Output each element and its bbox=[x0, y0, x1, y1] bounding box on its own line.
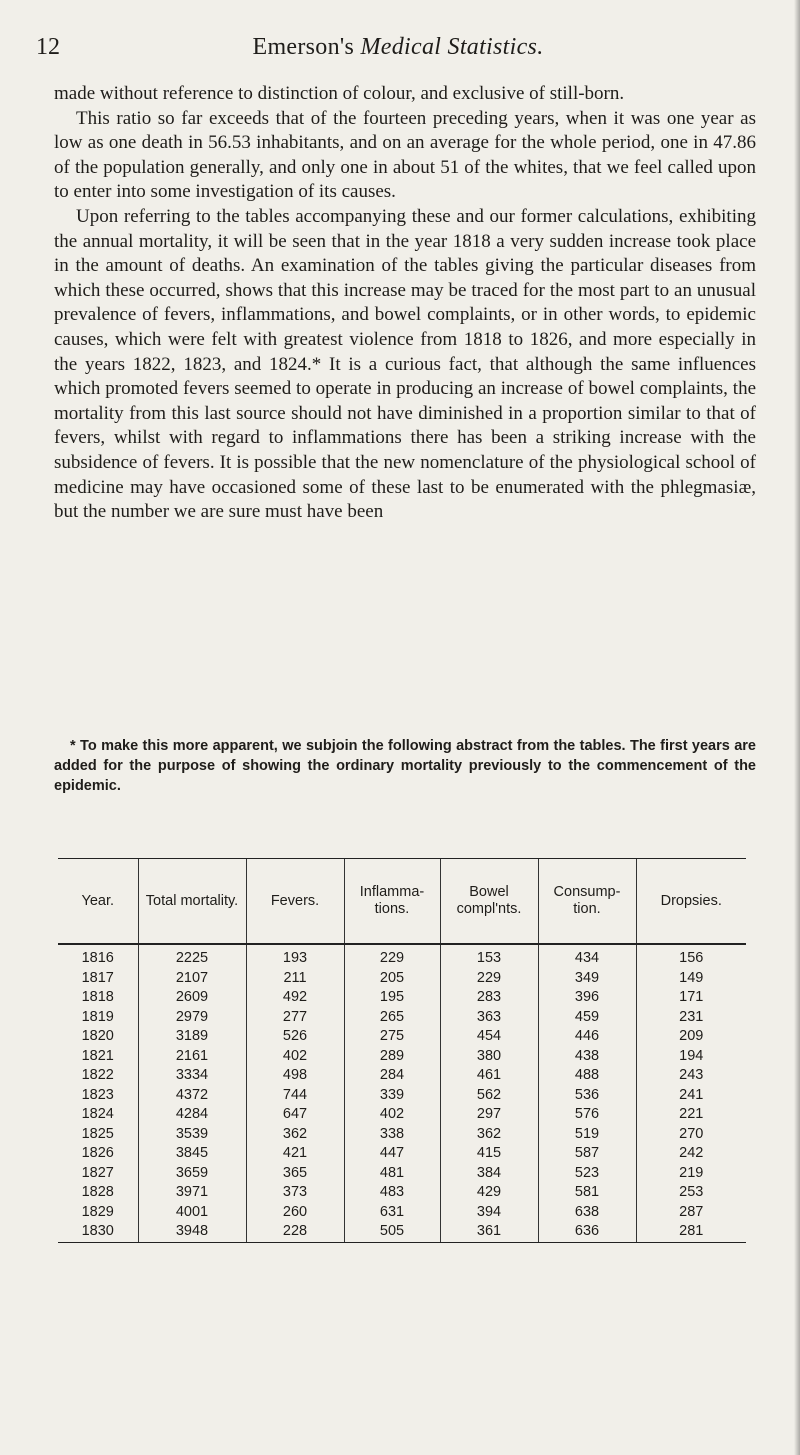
cell-fevers: 647 bbox=[246, 1105, 344, 1125]
cell-inflammations: 447 bbox=[344, 1144, 440, 1164]
cell-consumption: 488 bbox=[538, 1066, 636, 1086]
cell-fevers: 260 bbox=[246, 1203, 344, 1223]
cell-year: 1823 bbox=[81, 1086, 114, 1103]
cell-bowel-complaints: 283 bbox=[440, 988, 538, 1008]
cell-inflammations: 339 bbox=[344, 1086, 440, 1106]
footnote bbox=[54, 736, 756, 796]
cell-year: 1825 bbox=[81, 1125, 114, 1142]
cell-fevers: 526 bbox=[246, 1027, 344, 1047]
cell-inflammations: 205 bbox=[344, 969, 440, 989]
cell-total-mortality: 3539 bbox=[138, 1125, 246, 1145]
header-fevers: Fevers. bbox=[246, 859, 344, 945]
table-row bbox=[58, 1008, 746, 1028]
cell-year: 1830 bbox=[58, 1222, 138, 1242]
table-row bbox=[58, 1125, 746, 1145]
cell-consumption: 536 bbox=[538, 1086, 636, 1106]
cell-fevers: 744 bbox=[246, 1086, 344, 1106]
cell-inflammations: 289 bbox=[344, 1047, 440, 1067]
cell-dropsies: 281 bbox=[636, 1222, 746, 1242]
cell-bowel-complaints: 380 bbox=[440, 1047, 538, 1067]
cell-dropsies: 270 bbox=[636, 1125, 746, 1145]
table-row bbox=[58, 1105, 746, 1125]
cell-dropsies: 287 bbox=[636, 1203, 746, 1223]
cell-year: 1819 bbox=[81, 1008, 114, 1025]
header-total-mortality: Total mortality. bbox=[138, 859, 246, 945]
running-title-italic: Medical Statistics. bbox=[360, 34, 544, 60]
cell-inflammations: 631 bbox=[344, 1203, 440, 1223]
cell-inflammations: 483 bbox=[344, 1183, 440, 1203]
cell-total-mortality: 3189 bbox=[138, 1027, 246, 1047]
cell-dropsies: 171 bbox=[636, 988, 746, 1008]
cell-consumption: 636 bbox=[538, 1222, 636, 1242]
table-row bbox=[58, 1144, 746, 1164]
table-row bbox=[58, 944, 746, 969]
cell-consumption: 434 bbox=[538, 944, 636, 969]
cell-year: 1820 bbox=[81, 1028, 114, 1044]
cell-total-mortality: 2609 bbox=[138, 988, 246, 1008]
table-row bbox=[58, 969, 746, 989]
cell-inflammations: 229 bbox=[344, 944, 440, 969]
cell-dropsies: 209 bbox=[636, 1027, 746, 1047]
running-title bbox=[36, 34, 760, 61]
table-row bbox=[58, 1183, 746, 1203]
cell-fevers: 421 bbox=[246, 1144, 344, 1164]
cell-bowel-complaints: 562 bbox=[440, 1086, 538, 1106]
cell-bowel-complaints: 394 bbox=[440, 1203, 538, 1223]
body-text bbox=[54, 82, 756, 525]
cell-inflammations: 265 bbox=[344, 1008, 440, 1028]
cell-fevers: 373 bbox=[246, 1183, 344, 1203]
header-consumption: Consump-tion. bbox=[538, 859, 636, 945]
table-row bbox=[58, 1164, 746, 1184]
paragraph-1: made without reference to distinction of colour, and exclusive of still-born. bbox=[54, 83, 625, 104]
cell-dropsies: 156 bbox=[636, 944, 746, 969]
cell-dropsies: 194 bbox=[636, 1047, 746, 1067]
cell-total-mortality: 3659 bbox=[138, 1164, 246, 1184]
cell-year: 1816 bbox=[81, 950, 114, 966]
paragraph-2: This ratio so far exceeds that of the fourteen preceding years, when it was one year as low as one death in 56.53 inhabitants, and on an average for the whole period, one in 47.86 of the population generally, and only one in about 51 of the whites, that we feel called upon to enter into some investigation of its causes. bbox=[54, 107, 756, 203]
cell-fevers: 492 bbox=[246, 988, 344, 1008]
cell-fevers: 193 bbox=[246, 944, 344, 969]
table-body bbox=[58, 944, 746, 1242]
cell-year: 1817 bbox=[81, 969, 114, 986]
cell-total-mortality: 3845 bbox=[138, 1144, 246, 1164]
cell-year: 1829 bbox=[81, 1203, 114, 1220]
page-number: 12 bbox=[36, 34, 60, 60]
cell-bowel-complaints: 229 bbox=[440, 969, 538, 989]
cell-year: 1826 bbox=[81, 1145, 114, 1161]
table-row bbox=[58, 1047, 746, 1067]
cell-consumption: 349 bbox=[538, 969, 636, 989]
cell-total-mortality: 3948 bbox=[138, 1222, 246, 1242]
cell-total-mortality: 2107 bbox=[138, 969, 246, 989]
cell-fevers: 365 bbox=[246, 1164, 344, 1184]
cell-total-mortality: 4284 bbox=[138, 1105, 246, 1125]
cell-consumption: 438 bbox=[538, 1047, 636, 1067]
cell-inflammations: 195 bbox=[344, 988, 440, 1008]
cell-bowel-complaints: 363 bbox=[440, 1008, 538, 1028]
cell-consumption: 459 bbox=[538, 1008, 636, 1028]
cell-year: 1822 bbox=[81, 1067, 114, 1083]
cell-dropsies: 221 bbox=[636, 1105, 746, 1125]
cell-fevers: 362 bbox=[246, 1125, 344, 1145]
table-row bbox=[58, 1027, 746, 1047]
cell-dropsies: 241 bbox=[636, 1086, 746, 1106]
cell-inflammations: 284 bbox=[344, 1066, 440, 1086]
cell-consumption: 581 bbox=[538, 1183, 636, 1203]
running-header bbox=[36, 28, 760, 68]
cell-bowel-complaints: 153 bbox=[440, 944, 538, 969]
cell-total-mortality: 4372 bbox=[138, 1086, 246, 1106]
cell-bowel-complaints: 461 bbox=[440, 1066, 538, 1086]
table-row bbox=[58, 1203, 746, 1223]
cell-year: 1818 bbox=[81, 989, 114, 1005]
table-row bbox=[58, 1222, 746, 1242]
cell-consumption: 638 bbox=[538, 1203, 636, 1223]
cell-dropsies: 219 bbox=[636, 1164, 746, 1184]
cell-dropsies: 253 bbox=[636, 1183, 746, 1203]
cell-bowel-complaints: 384 bbox=[440, 1164, 538, 1184]
cell-consumption: 576 bbox=[538, 1105, 636, 1125]
cell-year: 1821 bbox=[81, 1047, 114, 1064]
cell-consumption: 587 bbox=[538, 1144, 636, 1164]
cell-bowel-complaints: 297 bbox=[440, 1105, 538, 1125]
cell-total-mortality: 2979 bbox=[138, 1008, 246, 1028]
table-header-row bbox=[58, 859, 746, 945]
cell-total-mortality: 2225 bbox=[138, 944, 246, 969]
cell-total-mortality: 2161 bbox=[138, 1047, 246, 1067]
page-edge-shadow bbox=[794, 0, 800, 1455]
cell-total-mortality: 3971 bbox=[138, 1183, 246, 1203]
cell-bowel-complaints: 454 bbox=[440, 1027, 538, 1047]
cell-bowel-complaints: 361 bbox=[440, 1222, 538, 1242]
header-dropsies: Dropsies. bbox=[636, 859, 746, 945]
cell-fevers: 402 bbox=[246, 1047, 344, 1067]
cell-total-mortality: 3334 bbox=[138, 1066, 246, 1086]
cell-year: 1824 bbox=[81, 1106, 114, 1122]
header-year: Year. bbox=[58, 859, 138, 945]
footnote-text: * To make this more apparent, we subjoin the following abstract from the tables. The first years are added for the purpose of showing the ordinary mortality previously to the commencement of the epidemic. bbox=[54, 738, 756, 794]
cell-bowel-complaints: 429 bbox=[440, 1183, 538, 1203]
cell-year: 1828 bbox=[81, 1184, 114, 1200]
header-bowel-complaints: Bowel compl'nts. bbox=[440, 859, 538, 945]
header-inflammations: Inflamma-tions. bbox=[344, 859, 440, 945]
cell-consumption: 523 bbox=[538, 1164, 636, 1184]
cell-dropsies: 243 bbox=[636, 1066, 746, 1086]
cell-fevers: 228 bbox=[246, 1222, 344, 1242]
cell-total-mortality: 4001 bbox=[138, 1203, 246, 1223]
cell-consumption: 519 bbox=[538, 1125, 636, 1145]
cell-bowel-complaints: 362 bbox=[440, 1125, 538, 1145]
cell-fevers: 211 bbox=[246, 969, 344, 989]
cell-fevers: 498 bbox=[246, 1066, 344, 1086]
cell-bowel-complaints: 415 bbox=[440, 1144, 538, 1164]
cell-inflammations: 402 bbox=[344, 1105, 440, 1125]
cell-dropsies: 231 bbox=[636, 1008, 746, 1028]
cell-consumption: 446 bbox=[538, 1027, 636, 1047]
cell-dropsies: 242 bbox=[636, 1144, 746, 1164]
cell-inflammations: 481 bbox=[344, 1164, 440, 1184]
cell-dropsies: 149 bbox=[636, 969, 746, 989]
mortality-table-wrap bbox=[58, 858, 746, 1243]
table-row bbox=[58, 1066, 746, 1086]
cell-year: 1827 bbox=[81, 1164, 114, 1181]
paragraph-3: Upon referring to the tables accompanying these and our former calculations, exhibiting the annual mortality, it will be seen that in the year 1818 a very sudden increase took place in the amount of deaths. An examination of the tables giving the particular diseases from which these occurred, shows that this increase may be traced for the most part to an unusual prevalence of fevers, inflammations, and bowel complaints, or in other words, to epidemic causes, which were felt with greatest violence from 1818 to 1826, and more especially in the years 1822, 1823, and 1824.* It is a curious fact, that although the same influences which promoted fevers seemed to operate in producing an increase of bowel complaints, the mortality from this last source should not have diminished in a proportion similar to that of fevers, whilst with regard to inflammations there has been a striking increase with the subsidence of fevers. It is possible that the new nomenclature of the physiological school of medicine may have occasioned some of these last to be enumerated with the phlegmasiæ, but the number we are sure must have been bbox=[54, 205, 756, 523]
cell-inflammations: 275 bbox=[344, 1027, 440, 1047]
mortality-table bbox=[58, 858, 746, 1243]
cell-fevers: 277 bbox=[246, 1008, 344, 1028]
cell-inflammations: 338 bbox=[344, 1125, 440, 1145]
table-row bbox=[58, 1086, 746, 1106]
running-title-roman: Emerson's bbox=[252, 34, 355, 60]
table-row bbox=[58, 988, 746, 1008]
cell-inflammations: 505 bbox=[344, 1222, 440, 1242]
cell-consumption: 396 bbox=[538, 988, 636, 1008]
